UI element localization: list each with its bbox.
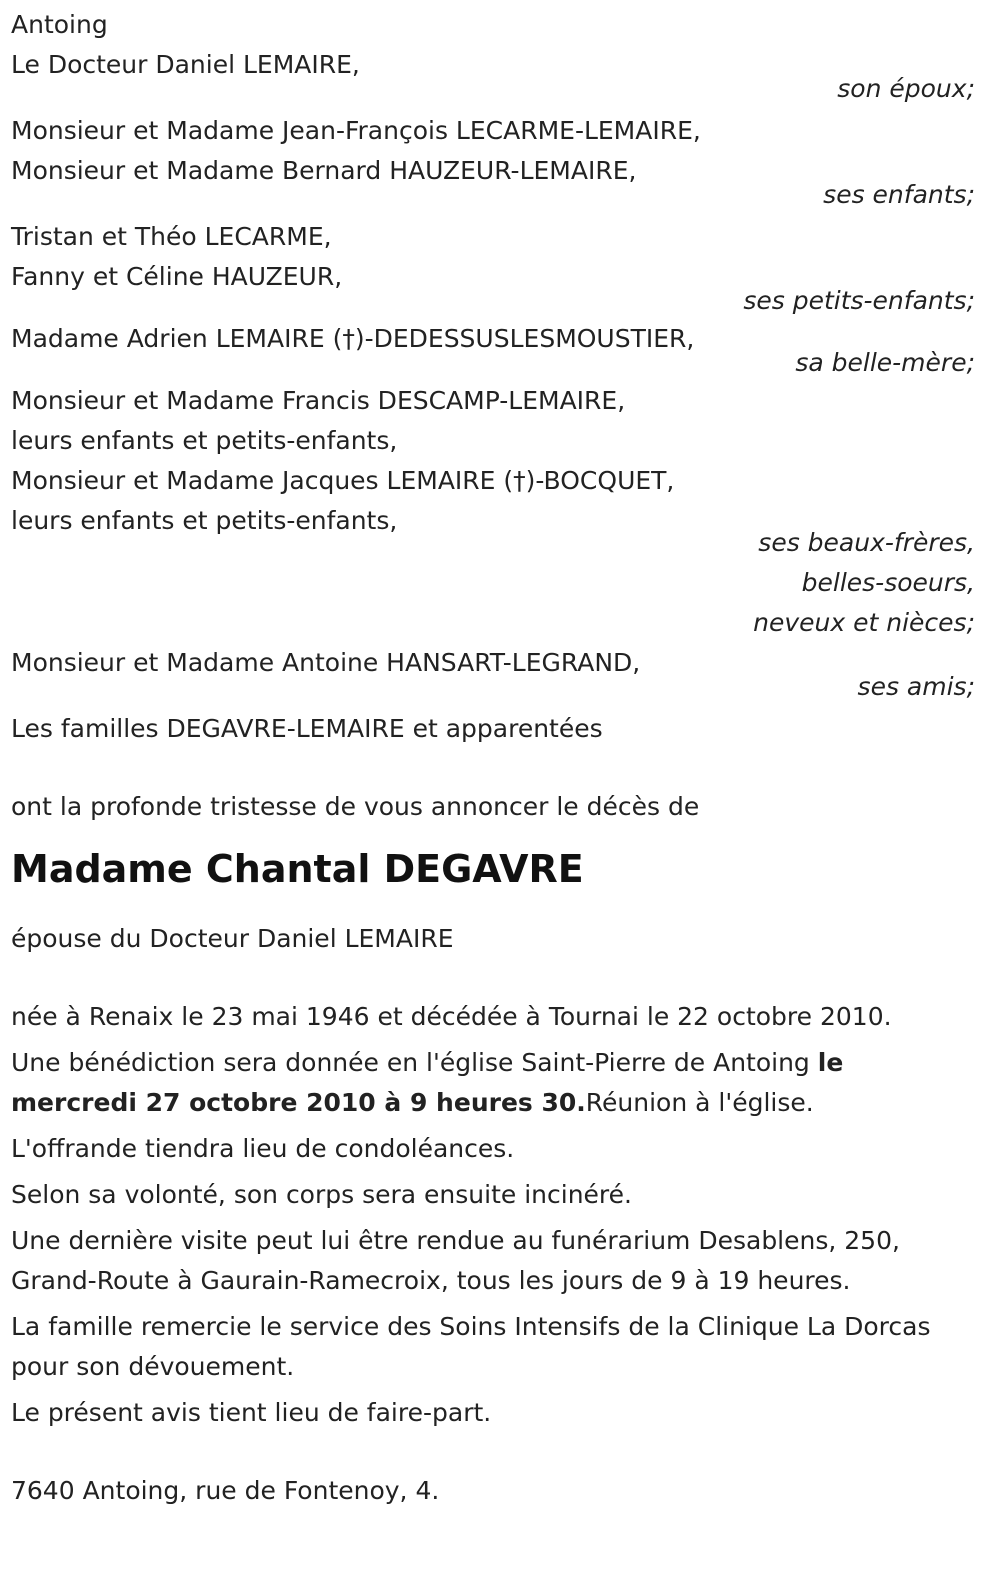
families-line: Les familles DEGAVRE-LEMAIRE et apparentées (11, 714, 603, 743)
mourner-line: Monsieur et Madame Francis DESCAMP-LEMAIRE, (11, 386, 626, 415)
mourner-line: Monsieur et Madame Jean-François LECARME-LEMAIRE, (11, 116, 701, 145)
ceremony-rest: Réunion à l'église. (585, 1088, 814, 1117)
ceremony-date: le mercredi 27 octobre 2010 à 9 heures 30. (11, 1048, 844, 1117)
paragraph: Une dernière visite peut lui être rendue au funérarium Desablens, 250, Grand-Route à Gaurain-Ramecroix, tous les jours de 9 à 19 heures. (11, 1226, 900, 1295)
relation-label: son époux; (837, 74, 975, 103)
obituary-notice (11, 5, 975, 1511)
mourner-line: leurs enfants et petits-enfants, (11, 506, 398, 535)
mourner-group (11, 45, 975, 109)
relation-label: belles-soeurs, (801, 568, 975, 597)
mourner-line: leurs enfants et petits-enfants, (11, 426, 398, 455)
relation-label: sa belle-mère; (795, 348, 975, 377)
paragraph: Selon sa volonté, son corps sera ensuite incinéré. (11, 1180, 632, 1209)
mourner-group (11, 217, 975, 321)
mourner-group (11, 643, 975, 707)
paragraph: Le présent avis tient lieu de faire-part. (11, 1398, 492, 1427)
mourner-line: Fanny et Céline HAUZEUR, (11, 262, 343, 291)
relation-label: ses enfants; (823, 180, 975, 209)
announcement-line: ont la profonde tristesse de vous annoncer le décès de (11, 792, 700, 821)
city-header: Antoing (11, 10, 108, 39)
paragraph: La famille remercie le service des Soins Intensifs de la Clinique La Dorcas pour son dévouement. (11, 1312, 931, 1381)
mourner-group (11, 319, 975, 383)
mourner-line: Tristan et Théo LECARME, (11, 222, 332, 251)
relation-label: ses amis; (857, 672, 975, 701)
paragraph: L'offrande tiendra lieu de condoléances. (11, 1134, 515, 1163)
mourner-group (11, 111, 975, 215)
relation-label: ses beaux-frères, (758, 528, 975, 557)
mourner-line: Monsieur et Madame Bernard HAUZEUR-LEMAIRE, (11, 156, 637, 185)
ceremony-intro: Une bénédiction sera donnée en l'église Saint-Pierre de Antoing (11, 1048, 818, 1077)
deceased-name: Madame Chantal DEGAVRE (11, 847, 584, 891)
spouse-line: épouse du Docteur Daniel LEMAIRE (11, 924, 454, 953)
relation-label: ses petits-enfants; (743, 286, 975, 315)
ceremony-paragraph (11, 1043, 911, 1123)
mourner-line: Monsieur et Madame Jacques LEMAIRE (†)-BOCQUET, (11, 466, 675, 495)
address-line: 7640 Antoing, rue de Fontenoy, 4. (11, 1476, 440, 1505)
mourner-line: Madame Adrien LEMAIRE (†)-DEDESSUSLESMOUSTIER, (11, 324, 695, 353)
mourner-group (11, 381, 975, 643)
birth-death-line: née à Renaix le 23 mai 1946 et décédée à Tournai le 22 octobre 2010. (11, 1002, 892, 1031)
mourner-line: Monsieur et Madame Antoine HANSART-LEGRAND, (11, 648, 641, 677)
mourner-line: Le Docteur Daniel LEMAIRE, (11, 50, 360, 79)
relation-label: neveux et nièces; (753, 608, 975, 637)
